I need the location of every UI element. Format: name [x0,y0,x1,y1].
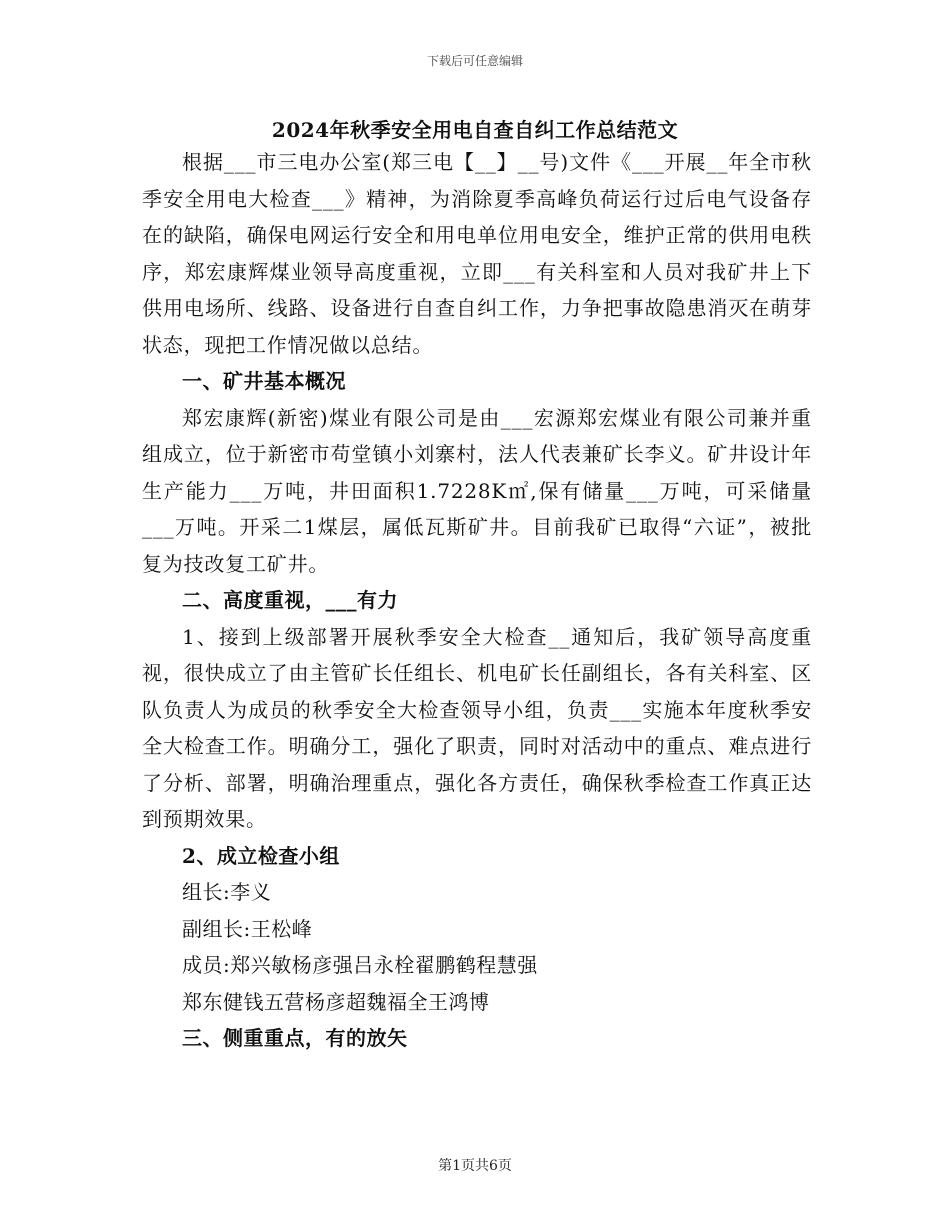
document-body [142,144,812,1057]
page-number: 第1页共6页 [438,1158,512,1174]
group-members-line-1: 成员:郑兴敏杨彦强吕永栓翟鹏鹤程慧强 [182,953,538,977]
document-title: 2024年秋季安全用电自查自纠工作总结范文 [271,118,679,142]
section-2-item-1: 1、接到上级部署开展秋季安全大检查__通知后，我矿领导高度重视，很快成立了由主管矿长任组长、机电矿长任副组长，各有关科室、区队负责人为成员的秋季安全大检查领导小组，负责___实施本年度秋季安全大检查工作。明确分工，强化了职责，同时对活动中的重点、难点进行了分析、部署，明确治理重点，强化各方责任，确保秋季检查工作真正达到预期效果。 [142,624,812,831]
intro-paragraph: 根据___市三电办公室(郑三电【__】__号)文件《___开展__年全市秋季安全用电大检查___》精神，为消除夏季高峰负荷运行过后电气设备存在的缺陷，确保电网运行安全和用电单位用电安全，维护正常的供用电秩序，郑宏康辉煤业领导高度重视，立即___有关科室和人员对我矿井上下供用电场所、线路、设备进行自查自纠工作，力争把事故隐患消灭在萌芽状态，现把工作情况做以总结。 [142,150,812,357]
section-1-paragraph: 郑宏康辉(新密)煤业有限公司是由___宏源郑宏煤业有限公司兼并重组成立，位于新密市苟堂镇小刘寨村，法人代表兼矿长李义。矿井设计年生产能力___万吨，井田面积1.7228K㎡,保有储量___万吨，可采储量___万吨。开采二1煤层，属低瓦斯矿井。目前我矿已取得“六证”，被批复为技改复工矿井。 [142,405,812,576]
section-2-item-2-heading: 2、成立检查小组 [182,843,340,868]
section-3-heading: 三、侧重重点，有的放矢 [182,1026,408,1050]
section-2-heading: 二、高度重视，___有力 [182,588,398,612]
section-1-heading: 一、矿井基本概况 [182,369,346,393]
group-deputy-leader: 副组长:王松峰 [182,916,313,941]
group-members-line-2: 郑东健钱五营杨彦超魏福全王鸿博 [182,989,490,1014]
page-header-note: 下载后可任意编辑 [426,54,523,68]
group-leader: 组长:李义 [182,880,272,904]
